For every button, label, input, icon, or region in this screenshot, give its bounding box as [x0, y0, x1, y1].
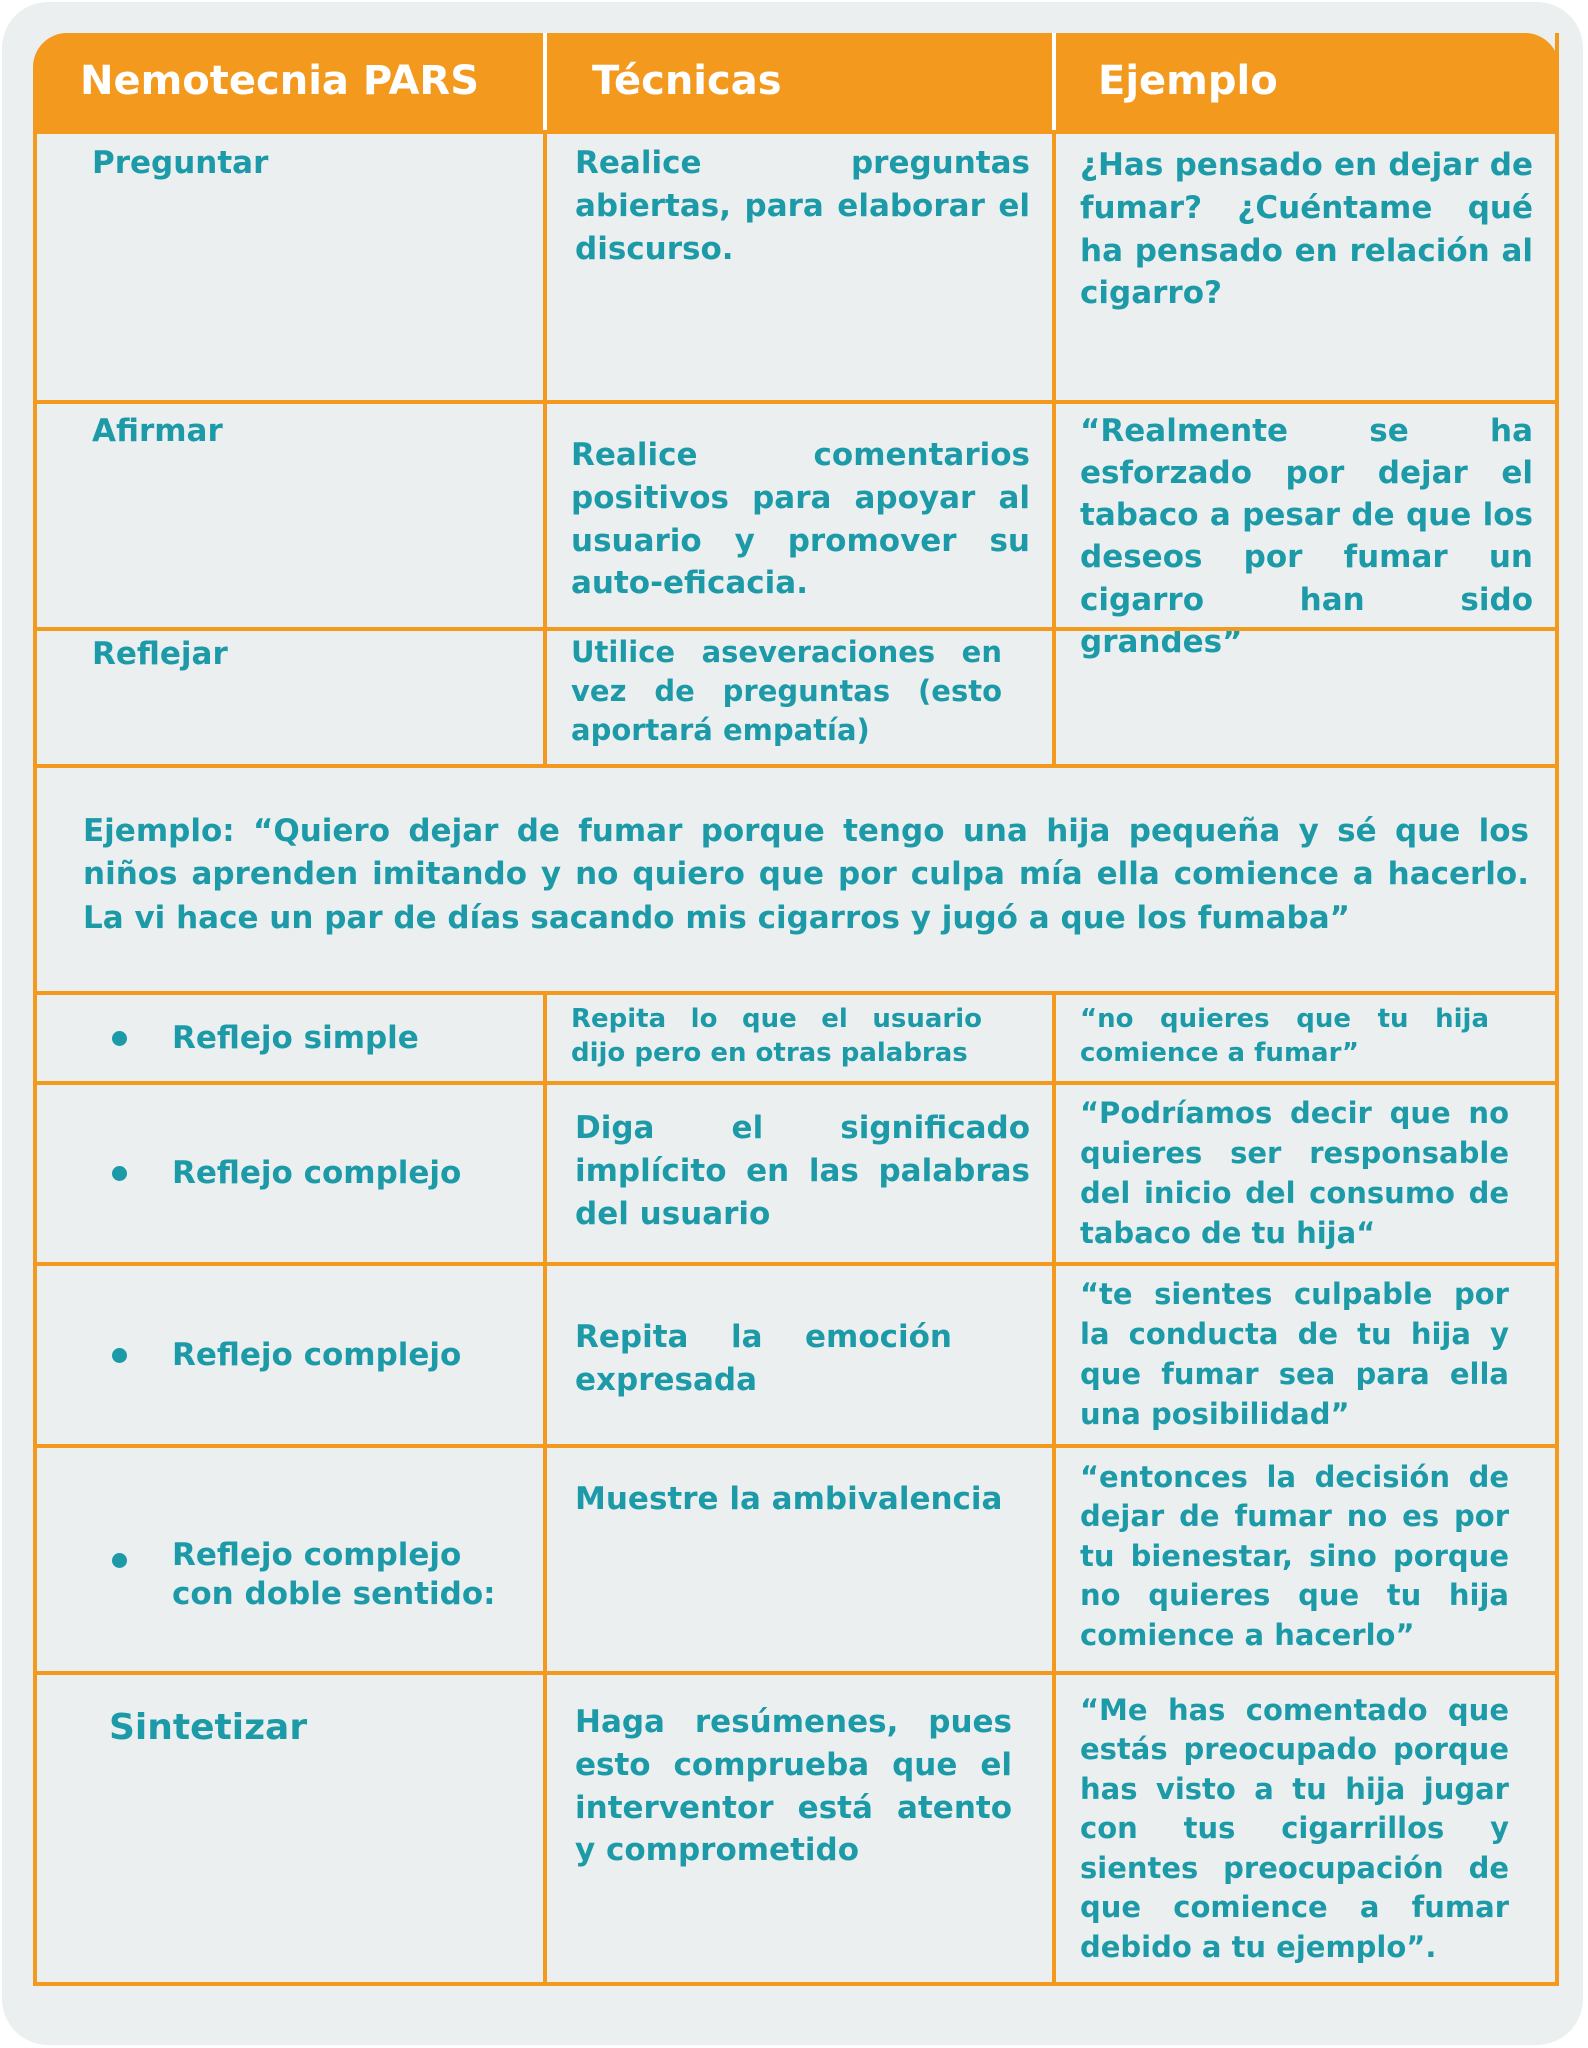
row-preguntar-ejemplo-cell	[1052, 130, 1559, 400]
pars-card	[2, 2, 1583, 2045]
ejemplo-general-cell	[33, 764, 1559, 991]
row-afirmar-tecnica-cell	[543, 400, 1052, 627]
label-preguntar: Preguntar	[92, 145, 269, 181]
row-reflejo-complejo-2-tecnica-cell	[543, 1262, 1052, 1444]
ejemplo-reflejo-complejo-1: “Podríamos decir que no quieres ser responsable del inicio del consumo de tabaco de tu hija“	[1080, 1096, 1509, 1251]
label-reflejo-doble: Reflejo complejo con doble sentido:	[172, 1537, 496, 1613]
row-reflejar-tecnica-cell	[543, 627, 1052, 764]
bullet-icon	[112, 1031, 127, 1046]
label-reflejo-complejo-1: Reflejo complejo	[172, 1155, 462, 1192]
row-reflejo-doble-label-cell	[33, 1444, 543, 1671]
row-reflejo-doble-ejemplo-cell	[1052, 1444, 1559, 1671]
ejemplo-general: Ejemplo: “Quiero dejar de fumar porque tengo una hija pequeña y sé que los niños aprenden imitando y no quiero que por culpa mía ella comience a hacerlo. La vi hace un par de días sacando mis cigarros y jugó a que los fumaba”	[83, 813, 1529, 936]
header-ejemplo: Ejemplo	[1052, 33, 1559, 130]
row-sintetizar-tecnica-cell	[543, 1671, 1052, 1986]
label-afirmar: Afirmar	[92, 413, 223, 449]
row-reflejar-label-cell	[33, 627, 543, 764]
label-sintetizar: Sintetizar	[109, 1707, 308, 1748]
ejemplo-sintetizar: “Me has comentado que estás preocupado porque has visto a tu hija jugar con tus cigarrillos y sientes preocupación de que comience a fumar debido a tu ejemplo”.	[1080, 1693, 1509, 1964]
row-reflejo-simple-tecnica-cell	[543, 991, 1052, 1081]
label-reflejar: Reflejar	[92, 636, 228, 672]
bullet-icon	[112, 1553, 127, 1568]
row-sintetizar-ejemplo-cell	[1052, 1671, 1559, 1986]
row-sintetizar-label-cell	[33, 1671, 543, 1986]
header-tecnicas: Técnicas	[543, 33, 1052, 130]
header-nemotecnia: Nemotecnia PARS	[33, 33, 543, 130]
row-reflejo-complejo-2-label-cell	[33, 1262, 543, 1444]
row-afirmar-label-cell	[33, 400, 543, 627]
tecnica-afirmar: Realice comentarios positivos para apoyar al usuario y promover su auto-eficacia.	[571, 437, 1030, 602]
row-reflejo-complejo-1-label-cell	[33, 1081, 543, 1262]
row-reflejar-ejemplo-cell	[1052, 627, 1559, 764]
bullet-icon	[112, 1348, 127, 1363]
pars-table	[33, 33, 1559, 1986]
row-reflejo-complejo-2-ejemplo-cell	[1052, 1262, 1559, 1444]
row-preguntar-label-cell	[33, 130, 543, 400]
ejemplo-preguntar: ¿Has pensado en dejar de fumar? ¿Cuéntame qué ha pensado en relación al cigarro?	[1080, 147, 1533, 312]
label-reflejo-simple: Reflejo simple	[172, 1019, 419, 1056]
label-reflejo-complejo-2: Reflejo complejo	[172, 1336, 462, 1373]
ejemplo-reflejo-simple: “no quieres que tu hija comience a fumar”	[1080, 1004, 1489, 1068]
ejemplo-reflejo-complejo-2: “te sientes culpable por la conducta de tu hija y que fumar sea para ella una posibilidad”	[1080, 1277, 1509, 1432]
tecnica-reflejar: Utilice aseveraciones en vez de preguntas (esto aportará empatía)	[571, 635, 1002, 747]
row-reflejo-simple-ejemplo-cell	[1052, 991, 1559, 1081]
bullet-icon	[112, 1166, 127, 1181]
row-preguntar-tecnica-cell	[543, 130, 1052, 400]
row-reflejo-doble-tecnica-cell	[543, 1444, 1052, 1671]
ejemplo-reflejo-doble: “entonces la decisión de dejar de fumar no es por tu bienestar, sino porque no quieres que tu hija comience a hacerlo”	[1080, 1460, 1509, 1652]
ejemplo-afirmar: “Realmente se ha esforzado por dejar el tabaco a pesar de que los deseos por fumar un cigarro han sido grandes”	[1080, 413, 1533, 660]
row-reflejo-complejo-1-ejemplo-cell	[1052, 1081, 1559, 1262]
tecnica-reflejo-simple: Repita lo que el usuario dijo pero en otras palabras	[571, 1004, 982, 1068]
tecnica-sintetizar: Haga resúmenes, pues esto comprueba que el interventor está atento y comprometido	[575, 1704, 1012, 1869]
row-reflejo-simple-label-cell	[33, 991, 543, 1081]
row-afirmar-ejemplo-cell	[1052, 400, 1559, 660]
tecnica-reflejo-complejo-1: Diga el significado implícito en las palabras del usuario	[575, 1110, 1030, 1232]
row-reflejo-complejo-1-tecnica-cell	[543, 1081, 1052, 1262]
tecnica-reflejo-complejo-2: Repita la emoción expresada	[575, 1319, 952, 1398]
tecnica-preguntar: Realice preguntas abiertas, para elaborar el discurso.	[575, 145, 1030, 267]
tecnica-reflejo-doble: Muestre la ambivalencia	[575, 1481, 1003, 1517]
